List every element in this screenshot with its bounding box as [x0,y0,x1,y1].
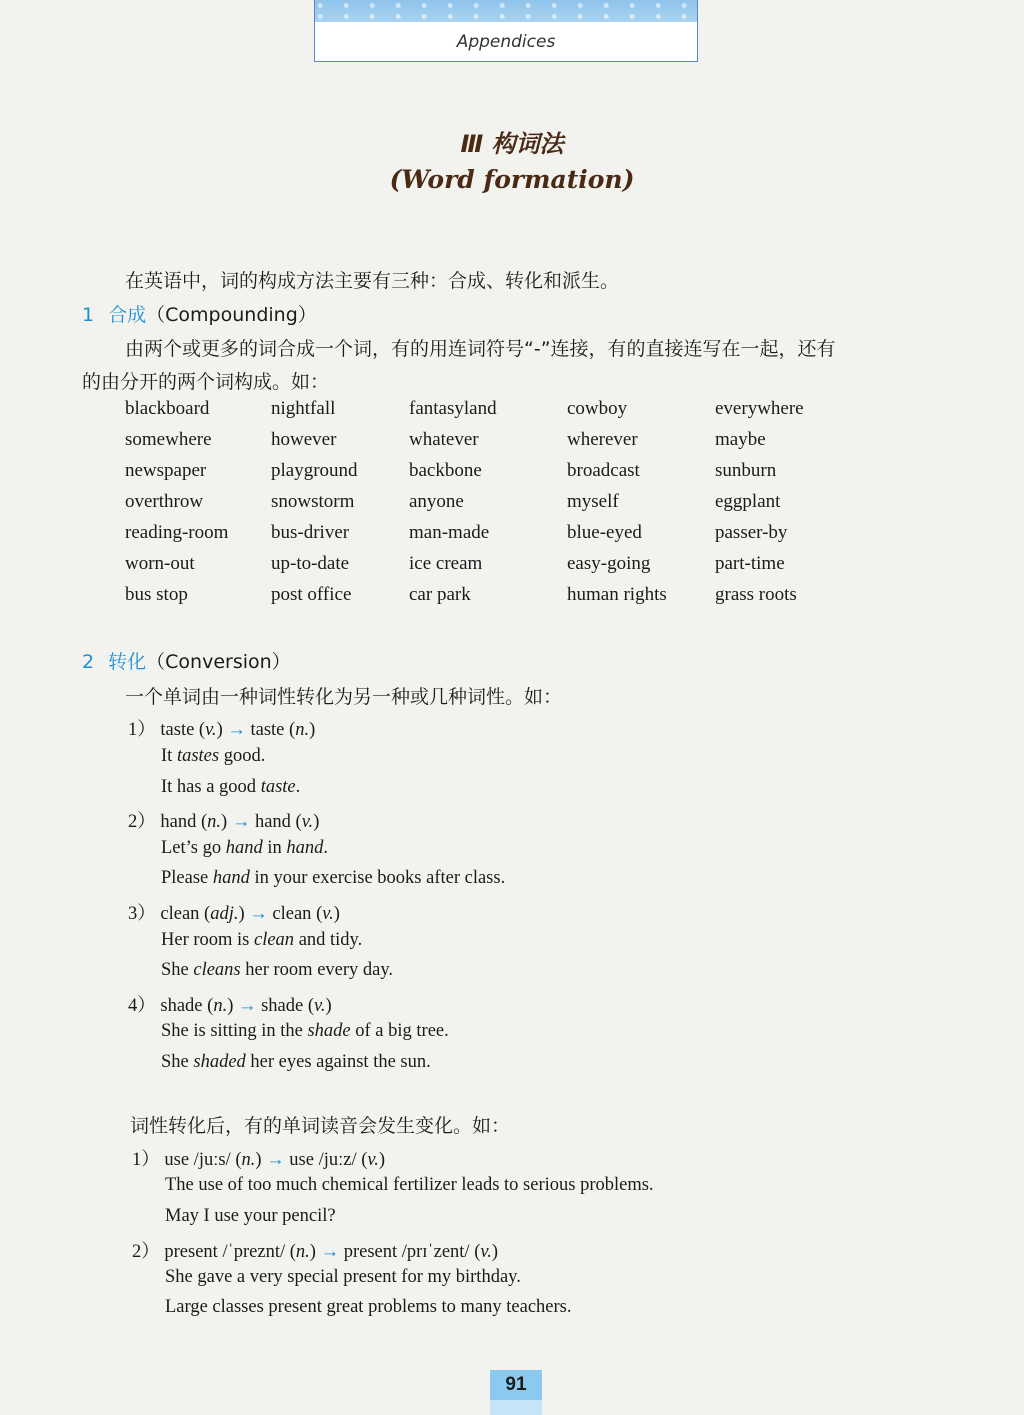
item-number: 1） [128,720,156,740]
text-segment: and tidy. [294,930,363,950]
pos-to: v. [314,996,326,1016]
example-sentence [161,1052,431,1073]
italic-word: cleans [193,960,241,980]
section-title-cn: 转化 [108,651,147,673]
pos-to: n. [295,720,310,740]
compound-word: backbone [409,460,482,481]
item-number: 4） [128,996,156,1016]
example-sentence [161,930,362,951]
arrow-icon: → [227,720,246,740]
pos-from: n. [295,1242,310,1262]
compound-word: blue-eyed [567,522,642,543]
example-sentence: May I use your pencil? [165,1206,336,1226]
pos-from: n. [213,996,228,1016]
compound-word: up-to-date [271,553,350,574]
example-sentence [161,1021,449,1042]
page-number-strip [490,1400,542,1415]
compound-word: maybe [715,429,766,450]
arrow-icon: → [249,904,268,924]
pronunciation-rule: 1） use /juːs/ (n.) → use /juːz/ (v.) [132,1150,386,1170]
compound-word: overthrow [125,491,204,512]
italic-word: hand [286,838,324,858]
text-segment: Her room is [161,930,254,950]
text-segment: good. [219,746,266,766]
example-sentence [161,777,300,798]
pos-from: n. [207,812,222,832]
compound-word: easy-going [567,553,651,574]
compound-word: car park [409,584,471,605]
conversion-rule: 1） taste (v.) → taste (n.) [128,720,316,740]
text-segment: . [323,838,329,858]
compound-word: whatever [409,429,479,450]
header-decoration [315,0,697,22]
arrow-icon: → [231,812,251,832]
example-sentence: The use of too much chemical fertilizer leads to serious problems. [165,1175,654,1195]
text-segment: her eyes against the sun. [245,1052,431,1072]
section-heading-compounding [82,300,317,327]
italic-word: clean [254,930,295,950]
compound-word: everywhere [715,398,804,419]
compound-word: bus stop [125,584,188,605]
italic-word: shaded [193,1052,246,1072]
word-from: present /ˈpreznt/ [164,1242,286,1262]
example-sentence: Large classes present great problems to many teachers. [165,1297,572,1317]
pos-to: v. [367,1150,379,1170]
text-segment: in [262,838,287,858]
section-title-en: （Compounding） [146,304,317,326]
conversion-rule: 2） hand (n.) → hand (v.) [128,812,320,832]
word-to: clean [272,904,312,924]
text-segment: She [161,1052,194,1072]
arrow-icon: → [320,1242,340,1262]
pos-from: n. [241,1150,256,1170]
pronunciation-rule: 2） present /ˈpreznt/ (n.) → present /prɪˈzent/ (v.) [132,1242,498,1262]
text-segment: It [161,746,177,766]
example-sentence: She gave a very special present for my birthday. [165,1267,521,1287]
pos-to: v. [480,1242,492,1262]
section-number: 2 [82,651,95,673]
compound-word: bus-driver [271,522,350,543]
conversion-desc: 一个单词由一种词性转化为另一种或几种词性。如： [125,686,563,708]
arrow-icon: → [237,996,257,1016]
word-from: shade [160,996,203,1016]
text-segment: She [161,960,194,980]
compound-word-grid [125,398,855,615]
example-sentence [161,868,505,889]
section-heading-conversion [82,647,291,674]
pos-to: v. [301,812,314,832]
item-number: 2） [132,1242,160,1262]
conversion-rule: 3） clean (adj.) → clean (v.) [128,904,340,924]
item-number: 2） [128,812,156,832]
page-number: 91 [490,1370,542,1400]
chapter-title-en: (Word formation) [389,165,635,194]
word-to: present /prɪˈzent/ [343,1242,470,1262]
text-segment: of a big tree. [350,1021,449,1041]
arrow-icon: → [266,1150,285,1170]
word-from: taste [160,720,195,740]
text-segment: her room every day. [240,960,394,980]
running-header [314,0,698,62]
compound-word: blackboard [125,398,210,419]
compound-word: ice cream [409,553,483,574]
pronunciation-desc: 词性转化后，有的单词读音会发生变化。如： [130,1115,511,1137]
compound-word: worn-out [125,553,195,574]
text-segment: in your exercise books after class. [249,868,506,888]
compound-word: cowboy [567,398,628,419]
compound-word: eggplant [715,491,781,512]
pos-from: adj. [210,904,239,924]
text-segment: Let’s go [161,838,226,858]
compound-word: wherever [567,429,638,450]
text-segment: She is sitting in the [161,1021,308,1041]
compounding-desc-line2: 的由分开的两个词构成。如： [82,371,330,393]
example-sentence [161,960,393,981]
text-segment: It has a good [161,777,261,797]
italic-word: taste [260,777,296,797]
item-number: 3） [128,904,156,924]
compound-word: anyone [409,491,464,512]
compound-word: reading-room [125,522,229,543]
chapter-title-cn: Ⅲ 构词法 [460,130,564,158]
word-from: use /juːs/ [164,1150,231,1170]
word-from: clean [160,904,200,924]
compound-word: sunburn [715,460,777,481]
compound-word: somewhere [125,429,212,450]
section-title-cn: 合成 [108,304,147,326]
intro-paragraph: 在英语中，词的构成方法主要有三种：合成、转化和派生。 [125,270,620,292]
italic-word: hand [225,838,263,858]
compound-word: nightfall [271,398,336,419]
header-section-title: Appendices [456,32,556,52]
conversion-rule: 4） shade (n.) → shade (v.) [128,996,332,1016]
word-from: hand [160,812,197,832]
compound-word: however [271,429,337,450]
compound-word: myself [567,491,619,512]
compound-word: grass roots [715,584,797,605]
word-to: use /juːz/ [289,1150,357,1170]
section-number: 1 [82,304,95,326]
compounding-desc-line1: 由两个或更多的词合成一个词，有的用连词符号“-”连接，有的直接连写在一起，还有 [125,338,836,360]
compound-word: snowstorm [271,491,355,512]
example-sentence [161,746,265,767]
word-to: shade [261,996,304,1016]
compound-word: broadcast [567,460,640,481]
word-to: taste [250,720,285,740]
pos-from: v. [205,720,217,740]
pos-to: v. [322,904,334,924]
compound-word: part-time [715,553,785,574]
example-sentence [161,838,328,859]
compound-word: post office [271,584,352,605]
compound-word: fantasyland [409,398,497,419]
section-title-en: （Conversion） [146,651,291,673]
compound-word: newspaper [125,460,207,481]
italic-word: tastes [176,746,220,766]
compound-word: man-made [409,522,490,543]
text-segment: Please [161,868,213,888]
italic-word: shade [307,1021,351,1041]
item-number: 1） [132,1150,160,1170]
italic-word: hand [212,868,250,888]
compound-word: playground [271,460,358,481]
text-segment: . [295,777,301,797]
compound-word: human rights [567,584,667,605]
compound-word: passer-by [715,522,788,543]
word-to: hand [254,812,291,832]
